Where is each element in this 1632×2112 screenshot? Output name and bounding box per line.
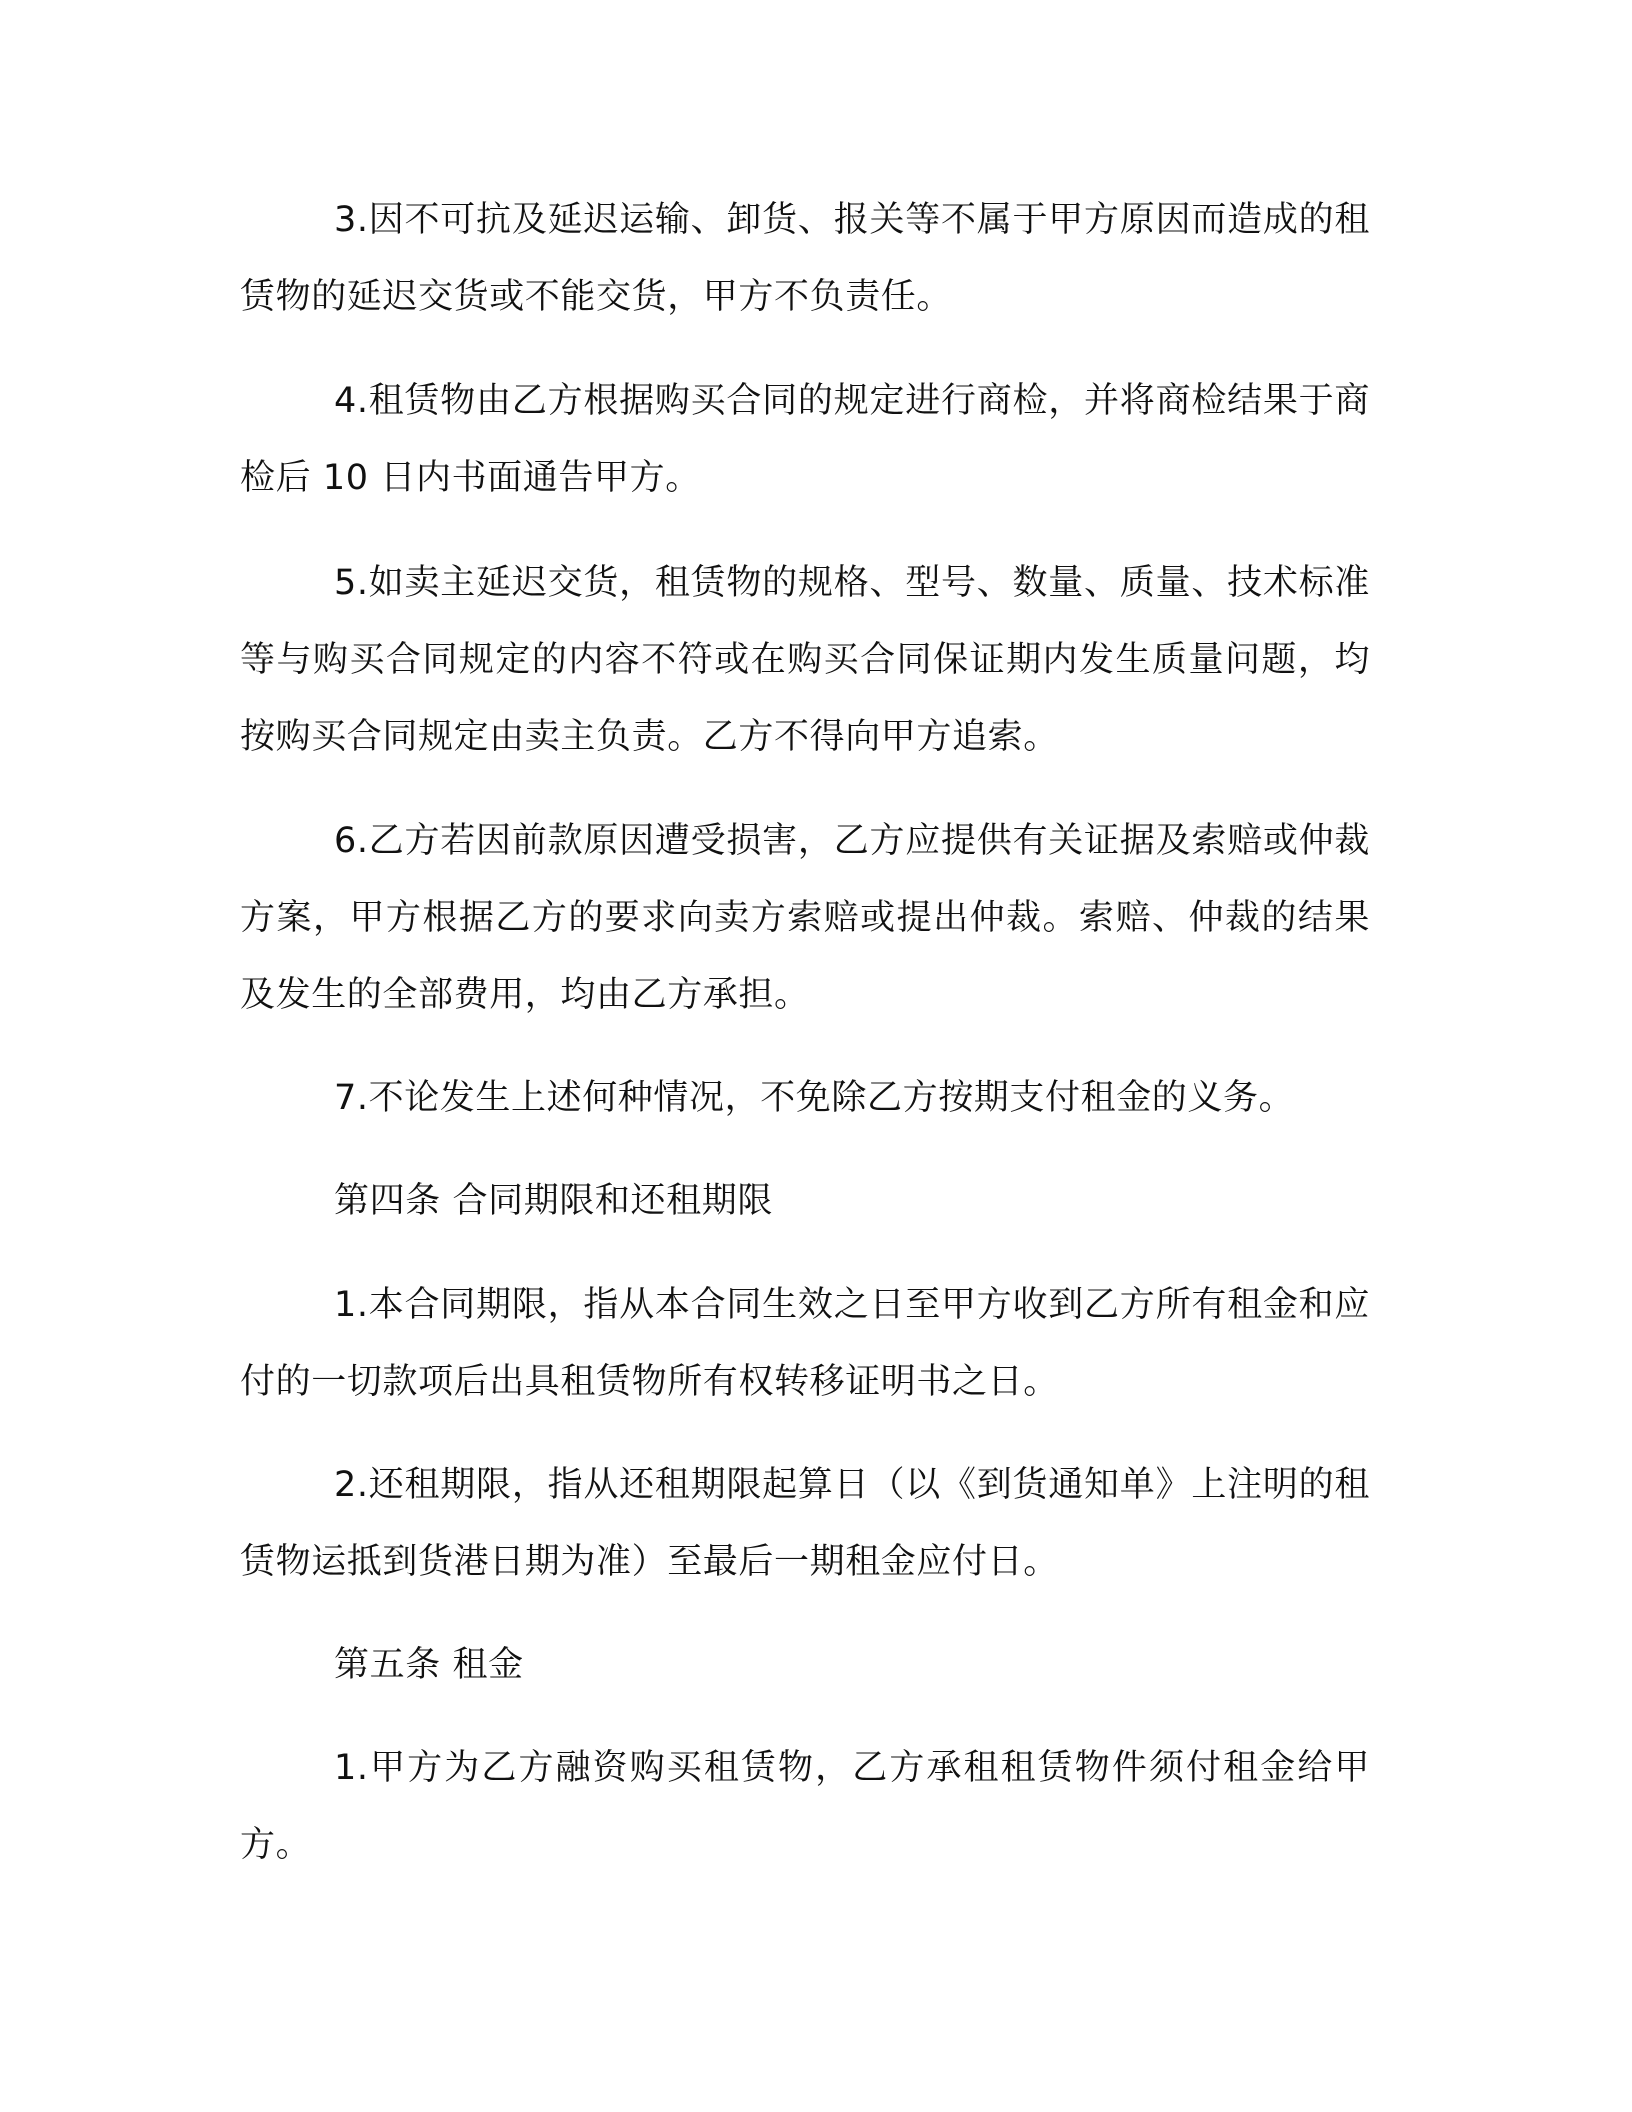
clause-6-damage-claims: 6.乙方若因前款原因遭受损害，乙方应提供有关证据及索赔或仲裁方案，甲方根据乙方的要求向卖方索赔或提出仲裁。索赔、仲裁的结果及发生的全部费用，均由乙方承担。 <box>240 821 1370 1015</box>
article-4-clause-1-contract-term: 1.本合同期限，指从本合同生效之日至甲方收到乙方所有租金和应付的一切款项后出具租赁物所有权转移证明书之日。 <box>240 1285 1370 1402</box>
article-4-heading: 第四条 合同期限和还租期限 <box>334 1181 773 1221</box>
clause-3-force-majeure: 3.因不可抗及延迟运输、卸货、报关等不属于甲方原因而造成的租赁物的延迟交货或不能交货，甲方不负责任。 <box>240 200 1370 317</box>
clause-7-rent-obligation: 7.不论发生上述何种情况，不免除乙方按期支付租金的义务。 <box>334 1078 1295 1118</box>
article-4-clause-2-rent-term: 2.还租期限，指从还租期限起算日（以《到货通知单》上注明的租赁物运抵到货港日期为准）至最后一期租金应付日。 <box>240 1465 1370 1582</box>
article-5-heading: 第五条 租金 <box>334 1645 524 1685</box>
article-5-clause-1-rent: 1.甲方为乙方融资购买租赁物，乙方承租租赁物件须付租金给甲方。 <box>240 1748 1370 1865</box>
clause-5-seller-liability: 5.如卖主延迟交货，租赁物的规格、型号、数量、质量、技术标准等与购买合同规定的内容不符或在购买合同保证期内发生质量问题，均按购买合同规定由卖主负责。乙方不得向甲方追索。 <box>240 563 1370 757</box>
clause-4-inspection: 4.租赁物由乙方根据购买合同的规定进行商检，并将商检结果于商检后 10 日内书面通告甲方。 <box>240 381 1370 498</box>
